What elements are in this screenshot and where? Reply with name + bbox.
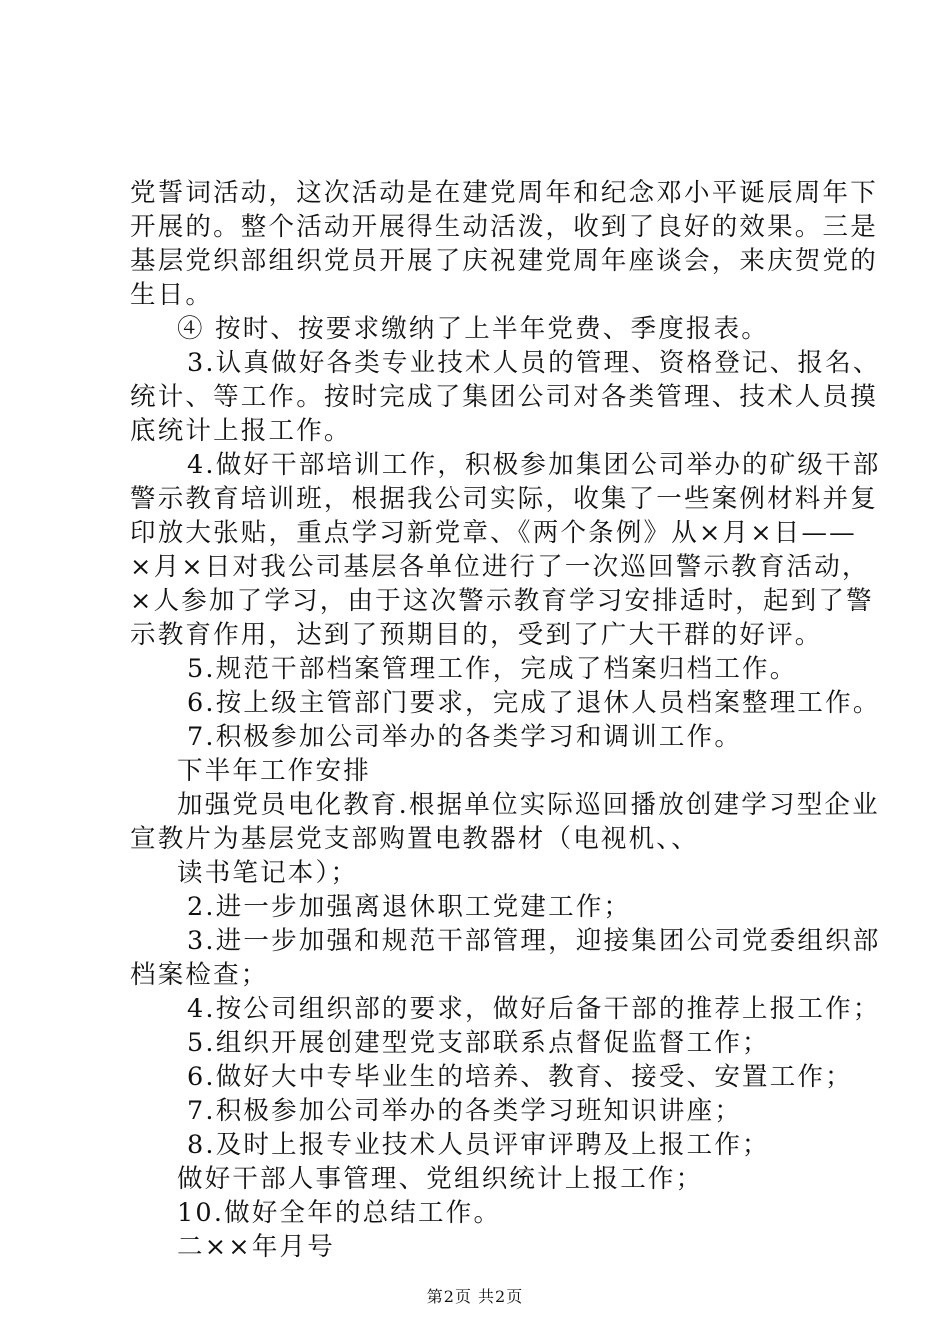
text-line: 4.做好干部培训工作，积极参加集团公司举办的矿级干部 [187, 450, 881, 480]
section-heading: 下半年工作安排 [177, 756, 371, 786]
text-line: 5.规范干部档案管理工作，完成了档案归档工作。 [187, 654, 798, 684]
text-line: ×月×日对我公司基层各单位进行了一次巡回警示教育活动， [130, 552, 870, 582]
text-line: 底统计上报工作。 [130, 416, 352, 446]
text-line: 2.进一步加强离退休职工党建工作； [187, 892, 632, 922]
text-line: 8.及时上报专业技术人员评审评聘及上报工作； [187, 1130, 770, 1160]
text-line: 10.做好全年的总结工作。 [177, 1198, 502, 1228]
text-line: 基层党织部组织党员开展了庆祝建党周年座谈会，来庆贺党的 [130, 246, 878, 276]
text-line: 7.积极参加公司举办的各类学习和调训工作。 [187, 722, 743, 752]
text-line: 档案检查； [130, 960, 269, 990]
text-line: 开展的。整个活动开展得生动活泼，收到了良好的效果。三是 [130, 212, 878, 242]
text-line: 警示教育培训班，根据我公司实际，收集了一些案例材料并复 [130, 484, 878, 514]
text-line: ×人参加了学习，由于这次警示教育学习安排适时，起到了警 [130, 586, 874, 616]
text-line: ④ 按时、按要求缴纳了上半年党费、季度报表。 [177, 314, 770, 344]
text-line: 印放大张贴，重点学习新党章、《两个条例》从×月×日—— [130, 518, 857, 548]
page-footer: 第2页 共2页 [426, 1287, 524, 1306]
text-line: 统计、等工作。按时完成了集团公司对各类管理、技术人员摸 [130, 382, 878, 412]
text-line: 示教育作用，达到了预期目的，受到了广大干群的好评。 [130, 620, 823, 650]
text-line: 宣教片为基层党支部购置电教器材（电视机、、 [130, 824, 699, 854]
text-line: 做好干部人事管理、党组织统计上报工作； [177, 1164, 704, 1194]
text-line: 读书笔记本）； [177, 858, 359, 888]
text-line: 6.按上级主管部门要求，完成了退休人员档案整理工作。 [187, 688, 881, 718]
text-line: 党誓词活动，这次活动是在建党周年和纪念邓小平诞辰周年下 [130, 178, 878, 208]
text-line: 加强党员电化教育.根据单位实际巡回播放创建学习型企业 [177, 790, 880, 820]
text-line: 生日。 [130, 280, 214, 310]
text-line: 4.按公司组织部的要求，做好后备干部的推荐上报工作； [187, 994, 881, 1024]
text-line: 6.做好大中专毕业生的培养、教育、接受、安置工作； [187, 1062, 853, 1092]
date-line: 二××年月号 [177, 1232, 335, 1262]
text-line: 5.组织开展创建型党支部联系点督促监督工作； [187, 1028, 770, 1058]
text-line: 3.认真做好各类专业技术人员的管理、资格登记、报名、 [187, 348, 881, 378]
text-line: 7.积极参加公司举办的各类学习班知识讲座； [187, 1096, 743, 1126]
text-line: 3.进一步加强和规范干部管理，迎接集团公司党委组织部 [187, 926, 881, 956]
